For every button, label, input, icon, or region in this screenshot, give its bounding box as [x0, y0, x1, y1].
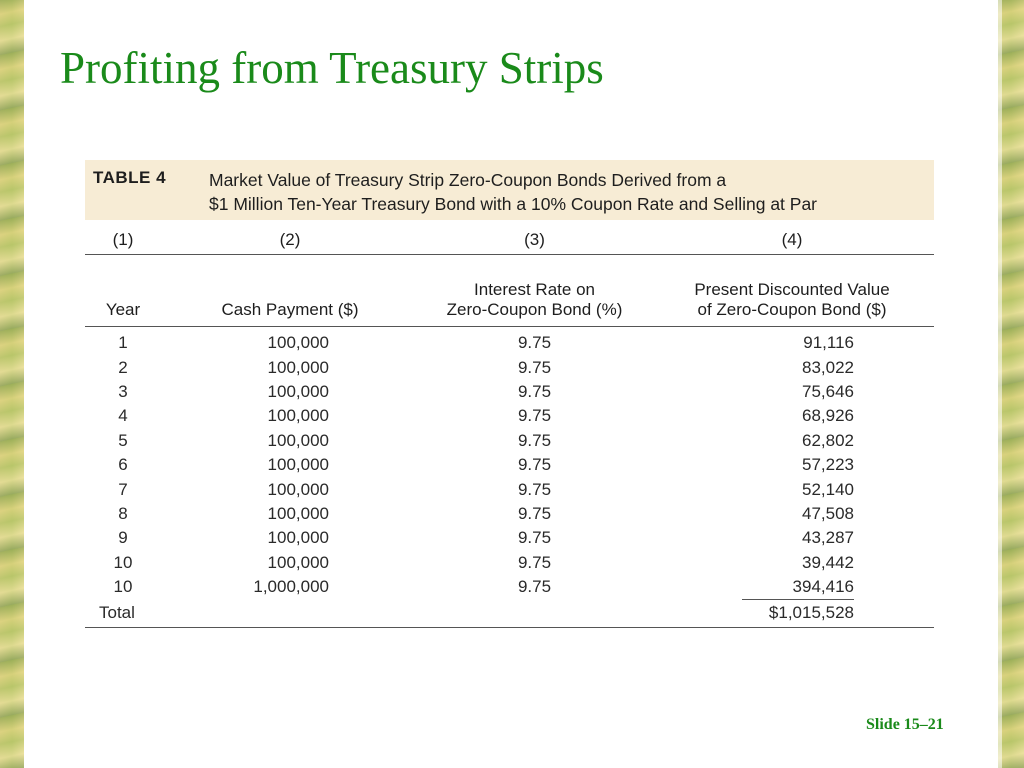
decorative-border-left — [0, 0, 24, 768]
total-value: $1,015,528 — [768, 603, 854, 623]
total-empty-cell — [419, 599, 650, 628]
table-row — [85, 404, 934, 428]
column-number: (1) — [112, 230, 134, 249]
cell-interest-rate: 9.75 — [517, 479, 552, 499]
cell-present-value: 62,802 — [802, 430, 854, 450]
cell-interest-rate: 9.75 — [517, 503, 552, 523]
cell-interest-rate: 9.75 — [517, 577, 552, 597]
column-number: (3) — [524, 230, 545, 249]
column-number-row — [85, 226, 934, 255]
total-value-cell — [650, 599, 934, 628]
table-description — [209, 168, 929, 216]
cell-year: 7 — [118, 479, 128, 499]
table-body — [85, 327, 934, 600]
header-interest-rate-line-2: Zero-Coupon Bond (%) — [446, 300, 623, 319]
cell-interest-rate: 9.75 — [517, 455, 552, 475]
table-container — [85, 226, 934, 628]
column-number: (4) — [781, 230, 803, 249]
header-cash-payment: Cash Payment ($) — [161, 255, 419, 327]
decorative-border-right — [998, 0, 1024, 768]
header-present-value-line-2: of Zero-Coupon Bond ($) — [697, 300, 887, 319]
cell-interest-rate: 9.75 — [517, 406, 552, 426]
cell-cash-payment: 100,000 — [267, 479, 329, 499]
table-row — [85, 429, 934, 453]
column-number: (2) — [279, 230, 301, 249]
slide-number: Slide 15–21 — [866, 716, 944, 733]
cell-present-value: 47,508 — [802, 503, 854, 523]
cell-cash-payment: 100,000 — [267, 333, 329, 353]
cell-cash-payment: 100,000 — [267, 552, 329, 572]
header-year: Year — [85, 255, 161, 327]
table-row — [85, 575, 934, 599]
table-row — [85, 327, 934, 356]
cell-present-value: 83,022 — [802, 357, 854, 377]
header-present-value-line-1: Present Discounted Value — [694, 280, 890, 299]
table-row — [85, 380, 934, 404]
cell-present-value: 394,416 — [792, 577, 854, 597]
table-caption — [85, 160, 934, 220]
table-row — [85, 526, 934, 550]
cell-year: 9 — [118, 528, 128, 548]
slide-title: Profiting from Treasury Strips — [60, 43, 604, 93]
column-header-row — [85, 255, 934, 327]
cell-cash-payment: 100,000 — [267, 455, 329, 475]
cell-cash-payment: 100,000 — [267, 381, 329, 401]
cell-cash-payment: 100,000 — [267, 503, 329, 523]
cell-cash-payment: 1,000,000 — [253, 577, 329, 597]
cell-cash-payment: 100,000 — [267, 406, 329, 426]
cell-present-value: 52,140 — [802, 479, 854, 499]
cell-present-value: 91,116 — [803, 333, 854, 353]
cell-year: 10 — [113, 577, 133, 597]
cell-cash-payment: 100,000 — [267, 528, 329, 548]
cell-cash-payment: 100,000 — [267, 430, 329, 450]
cell-interest-rate: 9.75 — [517, 357, 552, 377]
table-label: TABLE 4 — [93, 168, 167, 187]
cell-present-value: 43,287 — [802, 528, 854, 548]
cell-interest-rate: 9.75 — [517, 333, 552, 353]
cell-year: 5 — [118, 430, 128, 450]
total-rule — [742, 599, 854, 600]
total-row — [85, 599, 934, 628]
total-label: Total — [85, 599, 161, 628]
header-present-value — [650, 255, 934, 327]
cell-present-value: 68,926 — [802, 406, 854, 426]
header-interest-rate — [419, 255, 650, 327]
table-row — [85, 502, 934, 526]
table-row — [85, 477, 934, 501]
cell-present-value: 39,442 — [802, 552, 854, 572]
header-interest-rate-line-1: Interest Rate on — [474, 280, 595, 299]
strip-bond-table — [85, 226, 934, 628]
cell-year: 4 — [118, 406, 128, 426]
table-row — [85, 453, 934, 477]
table-description-line-1: Market Value of Treasury Strip Zero-Coupon Bonds Derived from a — [209, 170, 727, 190]
cell-year: 3 — [118, 381, 128, 401]
total-empty-cell — [161, 599, 419, 628]
cell-year: 8 — [118, 503, 128, 523]
table-description-line-2: $1 Million Ten-Year Treasury Bond with a 10% Coupon Rate and Selling at Par — [209, 194, 818, 214]
table-row — [85, 355, 934, 379]
cell-year: 1 — [118, 333, 128, 353]
table-row — [85, 551, 934, 575]
cell-year: 6 — [118, 455, 128, 475]
cell-interest-rate: 9.75 — [517, 430, 552, 450]
cell-present-value: 75,646 — [802, 381, 854, 401]
cell-interest-rate: 9.75 — [517, 552, 552, 572]
cell-present-value: 57,223 — [802, 455, 854, 475]
cell-cash-payment: 100,000 — [267, 357, 329, 377]
cell-year: 2 — [118, 357, 128, 377]
cell-interest-rate: 9.75 — [517, 381, 552, 401]
cell-year: 10 — [113, 552, 133, 572]
cell-interest-rate: 9.75 — [517, 528, 552, 548]
